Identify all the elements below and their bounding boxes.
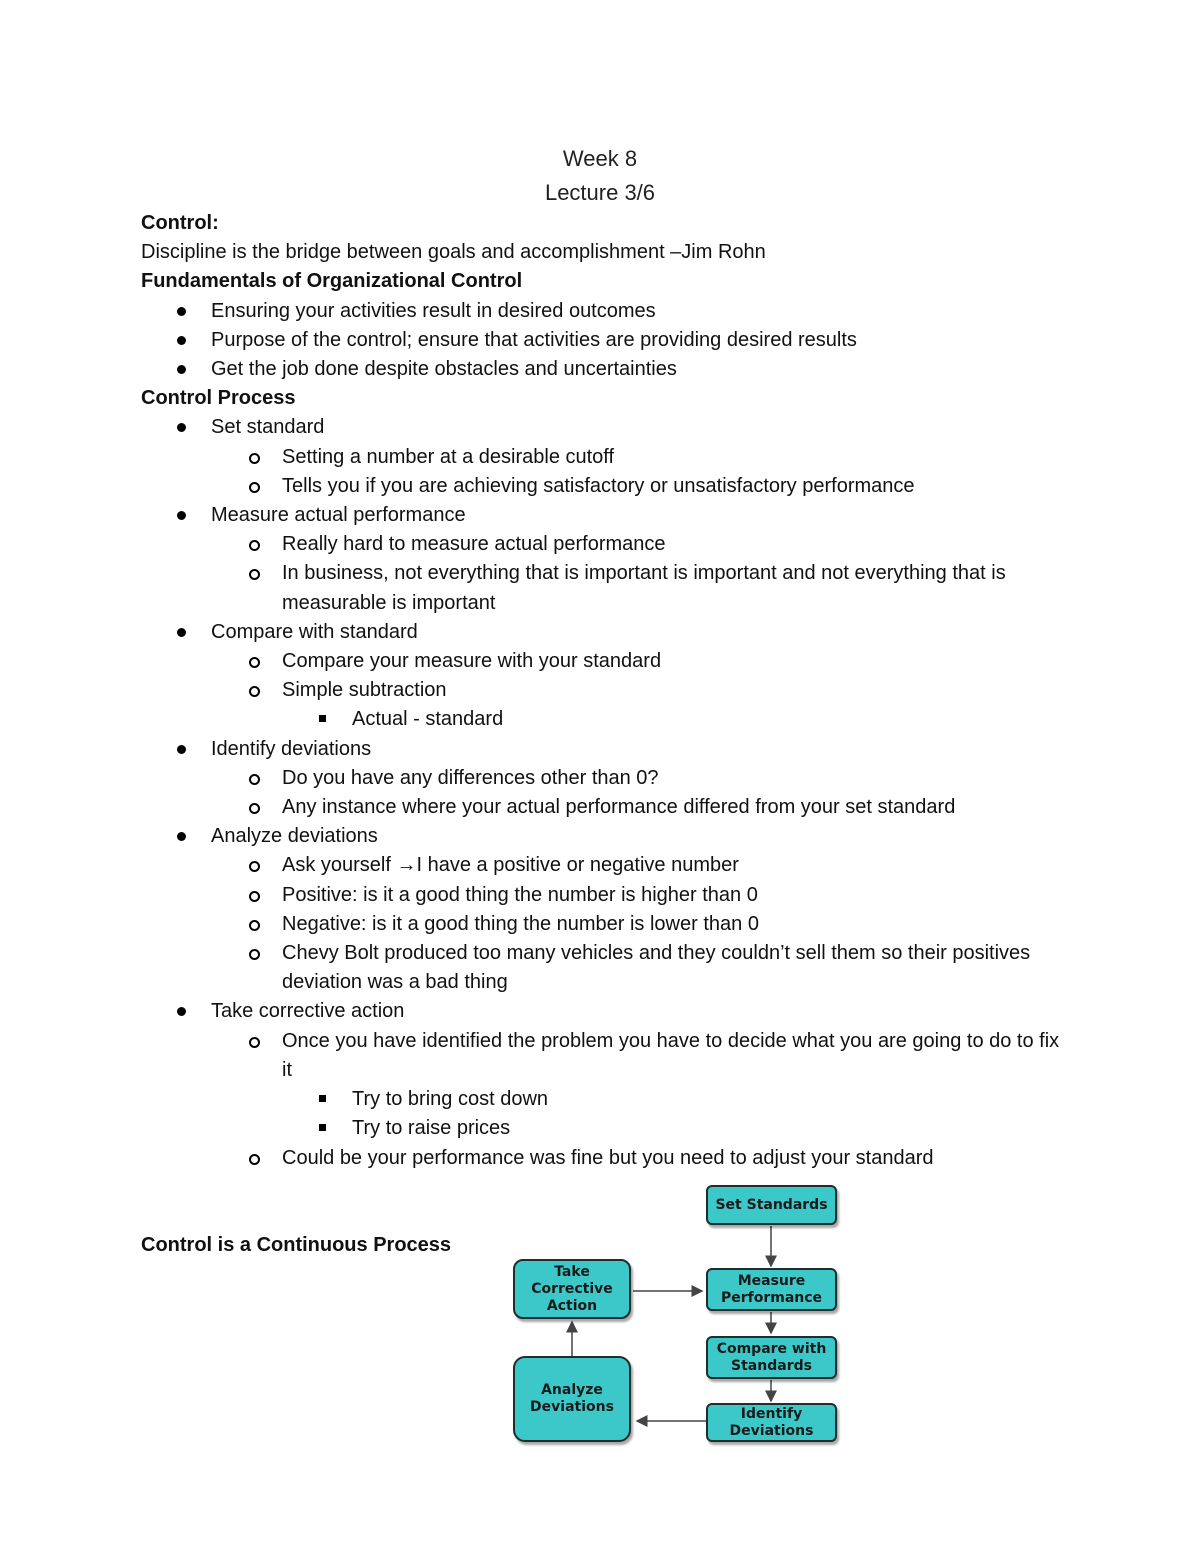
circle-bullet-icon xyxy=(249,1154,260,1165)
list-item: Set standard xyxy=(141,413,1071,442)
list-item: Compare your measure with your standard xyxy=(141,647,1071,676)
measure-performance-box: Measure Performance xyxy=(706,1268,837,1311)
bullet-icon xyxy=(177,745,186,754)
bullet-icon xyxy=(177,628,186,637)
continuous-process-heading: Control is a Continuous Process xyxy=(141,1234,452,1256)
bullet-icon xyxy=(177,336,186,345)
bullet-icon xyxy=(177,1007,186,1016)
circle-bullet-icon xyxy=(249,657,260,668)
list-item: Identify deviations xyxy=(141,735,1071,764)
notes-body xyxy=(141,209,1071,1173)
list-item: Try to bring cost down xyxy=(141,1085,1071,1114)
list-item: Try to raise prices xyxy=(141,1114,1071,1143)
identify-deviations-box: Identify Deviations xyxy=(706,1403,837,1442)
circle-bullet-icon xyxy=(249,861,260,872)
set-standards-box: Set Standards xyxy=(706,1185,837,1225)
list-item: Negative: is it a good thing the number is lower than 0 xyxy=(141,910,1071,939)
list-item: Ensuring your activities result in desired outcomes xyxy=(141,297,1071,326)
list-item: Setting a number at a desirable cutoff xyxy=(141,443,1071,472)
take-corrective-action-box: Take Corrective Action xyxy=(513,1259,631,1319)
square-bullet-icon xyxy=(319,1095,326,1102)
circle-bullet-icon xyxy=(249,540,260,551)
bullet-icon xyxy=(177,307,186,316)
circle-bullet-icon xyxy=(249,686,260,697)
circle-bullet-icon xyxy=(249,891,260,902)
bullet-icon xyxy=(177,423,186,432)
list-item: Chevy Bolt produced too many vehicles and they couldn’t sell them so their positives deviation was a bad thing xyxy=(141,939,1071,997)
fundamentals-heading: Fundamentals of Organizational Control xyxy=(141,270,523,293)
bullet-icon xyxy=(177,832,186,841)
control-process-heading: Control Process xyxy=(141,387,296,410)
circle-bullet-icon xyxy=(249,482,260,493)
list-item: Ask yourself →I have a positive or negative number xyxy=(141,851,1071,880)
square-bullet-icon xyxy=(319,1124,326,1131)
circle-bullet-icon xyxy=(249,453,260,464)
bullet-icon xyxy=(177,511,186,520)
control-heading: Control: xyxy=(141,212,219,234)
circle-bullet-icon xyxy=(249,569,260,580)
list-item: Purpose of the control; ensure that activities are providing desired results xyxy=(141,326,1071,355)
analyze-deviations-box: Analyze Deviations xyxy=(513,1356,631,1442)
list-item: Actual - standard xyxy=(141,705,1071,734)
list-item: Compare with standard xyxy=(141,618,1071,647)
circle-bullet-icon xyxy=(249,949,260,960)
list-item: Measure actual performance xyxy=(141,501,1071,530)
compare-standards-box: Compare with Standards xyxy=(706,1336,837,1379)
list-item: Take corrective action xyxy=(141,997,1071,1026)
list-item: Could be your performance was fine but you need to adjust your standard xyxy=(141,1144,1071,1173)
list-item: In business, not everything that is important is important and not everything that is measurable is important xyxy=(141,559,1071,617)
circle-bullet-icon xyxy=(249,774,260,785)
list-item: Tells you if you are achieving satisfactory or unsatisfactory performance xyxy=(141,472,1071,501)
bullet-icon xyxy=(177,365,186,374)
list-item: Once you have identified the problem you have to decide what you are going to do to fix it xyxy=(141,1027,1071,1085)
list-item: Any instance where your actual performance differed from your set standard xyxy=(141,793,1071,822)
list-item: Simple subtraction xyxy=(141,676,1071,705)
list-item: Positive: is it a good thing the number is higher than 0 xyxy=(141,881,1071,910)
circle-bullet-icon xyxy=(249,1037,260,1048)
list-item: Analyze deviations xyxy=(141,822,1071,851)
quote-line: Discipline is the bridge between goals and accomplishment –Jim Rohn xyxy=(141,241,766,264)
circle-bullet-icon xyxy=(249,920,260,931)
list-item: Do you have any differences other than 0? xyxy=(141,764,1071,793)
week-title: Week 8 xyxy=(562,146,638,171)
circle-bullet-icon xyxy=(249,803,260,814)
lecture-title: Lecture 3/6 xyxy=(544,180,656,205)
list-item: Really hard to measure actual performance xyxy=(141,530,1071,559)
square-bullet-icon xyxy=(319,715,326,722)
list-item: Get the job done despite obstacles and uncertainties xyxy=(141,355,1071,384)
